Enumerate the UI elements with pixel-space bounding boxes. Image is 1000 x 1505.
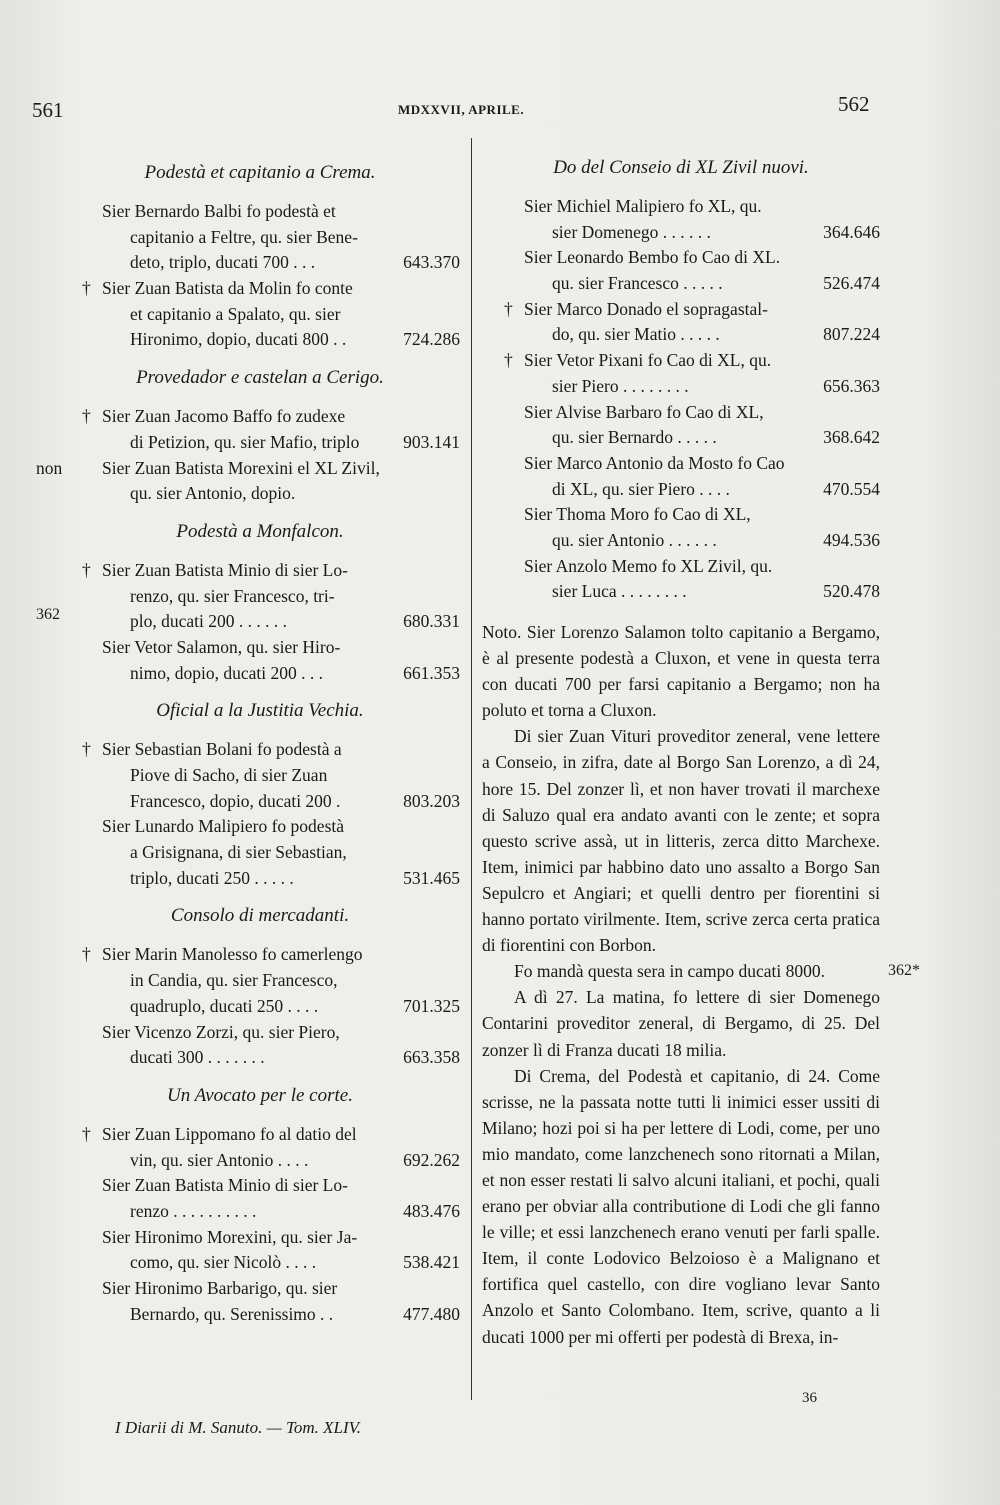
section-heading: Podestà a Monfalcon. bbox=[176, 520, 344, 542]
election-list bbox=[60, 737, 460, 891]
entry-text: Sier Leonardo Bembo fo Cao di XL. bbox=[524, 247, 781, 268]
entry-text: Sier Marin Manolesso fo camerlengo bbox=[102, 944, 363, 965]
vote-value: 656.363 bbox=[823, 375, 880, 396]
paragraph: Di sier Zuan Vituri proveditor zeneral, vene lettere a Conseio, in zifra, date al Borgo San Lorenzo, a dì 24, hore 15. Del zonzer lì, et non haver trovati il marchexe di Saluzo qual era andato avanti con le zente; et sopra questo scrive assà, ut in litteris, zerca ditto Marchexe. Item, inimici par habbino dato uno assalto a Borgo San Sepulcro et Angiari; et quelli dentro per fiorentini si hanno portato virilmente. Item, scrive zerca certa pratica di fiorentini con Borbon. bbox=[482, 726, 880, 956]
entry-line bbox=[482, 271, 880, 297]
entry-text: qu. sier Bernardo . . . . . bbox=[552, 427, 717, 448]
entry-line bbox=[36, 456, 460, 482]
entry-text: Sier Marco Antonio da Mosto fo Cao bbox=[524, 452, 785, 473]
vote-value: 807.224 bbox=[823, 324, 880, 345]
entry-text: Sier Lunardo Malipiero fo podestà bbox=[102, 816, 345, 837]
entry-line bbox=[60, 866, 460, 892]
entry-line bbox=[482, 425, 880, 451]
running-title: MDXXVII, APRILE. bbox=[398, 102, 525, 117]
vote-value: 724.286 bbox=[403, 329, 460, 350]
entry-text: Sier Thoma Moro fo Cao di XL, bbox=[524, 504, 751, 525]
cross-marker: † bbox=[82, 1123, 91, 1144]
entry-line bbox=[60, 558, 460, 584]
cross-marker: † bbox=[504, 350, 513, 371]
margin-note-right: 362* bbox=[888, 962, 920, 979]
entry-text: deto, triplo, ducati 700 . . . bbox=[130, 252, 316, 273]
page-number-left: 561 bbox=[32, 98, 64, 122]
entry-text: Francesco, dopio, ducati 200 . bbox=[130, 790, 341, 811]
entry-line bbox=[60, 1199, 460, 1225]
entry-line bbox=[60, 840, 460, 866]
candidate-entry bbox=[482, 400, 880, 451]
entry-line bbox=[482, 400, 880, 426]
entry-text: Sier Zuan Batista da Molin fo conte bbox=[102, 278, 353, 299]
entry-line bbox=[60, 968, 460, 994]
entry-line bbox=[482, 374, 880, 400]
signature-mark: 36 bbox=[802, 1390, 817, 1406]
entry-line bbox=[482, 322, 880, 348]
entry-line bbox=[60, 481, 460, 507]
candidate-entry bbox=[60, 558, 460, 635]
vote-value: 663.358 bbox=[403, 1047, 460, 1068]
page-number-right: 562 bbox=[838, 92, 870, 116]
candidate-entry bbox=[60, 1122, 460, 1173]
candidate-entry bbox=[60, 737, 460, 814]
vote-value: 470.554 bbox=[823, 478, 880, 499]
vote-value: 368.642 bbox=[823, 427, 880, 448]
paragraph: Di Crema, del Podestà et capitanio, di 24. Come scrisse, ne la passata notte tutti li inimici esser ussiti di Milano; hozi poi si ha per lettere di Lodi, come, per uno mio mandato, come lanzchenech sono ritornati a Milan, et non esser restati li salvo alcuni italiani, et pochi, quali erano per obviar alla contributione di Lodi che gli fanno le ville; et essi lanzchenech erano venuti per farli spalle. Item, il conte Lodovico Belzoioso è a Malignano et fortifica quel castello, con dire vogliano levar Santo Anzolo et Santo Colombano. Item, scrive, quanto a li ducati 1000 per mi offerti per podestà di Brexa, in- bbox=[482, 1065, 880, 1347]
entry-text: sier Domenego . . . . . . bbox=[552, 221, 711, 242]
entry-line bbox=[60, 1225, 460, 1251]
cross-marker: † bbox=[82, 278, 91, 299]
entry-line bbox=[60, 1276, 460, 1302]
cross-marker: † bbox=[504, 298, 513, 319]
entry-line bbox=[60, 1020, 460, 1046]
candidate-entry bbox=[60, 635, 460, 686]
entry-line bbox=[60, 942, 460, 968]
entry-text: vin, qu. sier Antonio . . . . bbox=[130, 1149, 309, 1170]
candidate-entry bbox=[60, 404, 460, 455]
entry-text: qu. sier Francesco . . . . . bbox=[552, 273, 723, 294]
entry-text: plo, ducati 200 . . . . . . bbox=[130, 611, 287, 632]
entry-text: a Grisignana, di sier Sebastian, bbox=[130, 842, 347, 863]
non-marker: non bbox=[36, 457, 63, 478]
entry-text: di Petizion, qu. sier Mafio, triplo bbox=[130, 431, 360, 452]
running-header bbox=[0, 92, 1000, 128]
election-list bbox=[60, 199, 460, 353]
entry-text: in Candia, qu. sier Francesco, bbox=[130, 970, 338, 991]
entry-text: Sier Alvise Barbaro fo Cao di XL, bbox=[524, 401, 764, 422]
entry-line bbox=[60, 737, 460, 763]
cross-marker: † bbox=[82, 406, 91, 427]
entry-text: Hironimo, dopio, ducati 800 . . bbox=[130, 329, 347, 350]
entry-text: Sier Michiel Malipiero fo XL, qu. bbox=[524, 196, 762, 216]
entry-text: Sier Zuan Batista Minio di sier Lo- bbox=[102, 1175, 348, 1196]
entry-text: como, qu. sier Nicolò . . . . bbox=[130, 1252, 317, 1273]
election-list bbox=[36, 404, 460, 507]
vote-value: 803.203 bbox=[403, 790, 460, 811]
vote-value: 364.646 bbox=[823, 221, 880, 242]
entry-text: Sier Bernardo Balbi fo podestà et bbox=[102, 201, 336, 221]
entry-text: Bernardo, qu. Serenissimo . . bbox=[130, 1303, 334, 1324]
entry-line bbox=[482, 579, 880, 605]
entry-line bbox=[60, 1122, 460, 1148]
vote-value: 643.370 bbox=[403, 252, 460, 273]
entry-text: Piove di Sacho, di sier Zuan bbox=[130, 765, 328, 785]
entry-line bbox=[482, 477, 880, 503]
entry-line bbox=[60, 1250, 460, 1276]
entry-line bbox=[482, 220, 880, 246]
entry-text: qu. sier Antonio . . . . . . bbox=[552, 529, 717, 550]
candidate-entry bbox=[482, 348, 880, 399]
chronicle-text bbox=[482, 619, 880, 1350]
entry-line bbox=[60, 1148, 460, 1174]
entry-line bbox=[482, 297, 880, 323]
cross-marker: † bbox=[82, 739, 91, 760]
entry-text: renzo, qu. sier Francesco, tri- bbox=[130, 585, 335, 606]
candidate-entry bbox=[60, 276, 460, 353]
section-heading: Provedador e castelan a Cerigo. bbox=[136, 367, 384, 389]
section-heading: Oficial a la Justitia Vechia. bbox=[156, 700, 364, 722]
section-heading: Podestà et capitanio a Crema. bbox=[144, 162, 376, 183]
column-divider bbox=[471, 138, 472, 1400]
candidate-entry bbox=[60, 1225, 460, 1276]
entry-line bbox=[60, 276, 460, 302]
entry-text: Sier Vicenzo Zorzi, qu. sier Piero, bbox=[102, 1021, 340, 1042]
entry-line bbox=[482, 554, 880, 580]
entry-text: Sier Vetor Pixani fo Cao di XL, qu. bbox=[524, 350, 772, 371]
entry-text: qu. sier Antonio, dopio. bbox=[130, 483, 296, 504]
vote-value: 494.536 bbox=[823, 529, 880, 550]
candidate-entry bbox=[36, 456, 460, 507]
entry-line bbox=[60, 199, 460, 225]
entry-line bbox=[60, 1045, 460, 1071]
entry-text: sier Luca . . . . . . . . bbox=[552, 581, 687, 602]
section-heading: Un Avocato per le corte. bbox=[167, 1084, 353, 1106]
entry-line bbox=[482, 528, 880, 554]
entry-text: Sier Zuan Batista Minio di sier Lo- bbox=[102, 559, 348, 580]
candidate-entry bbox=[60, 1276, 460, 1327]
candidate-entry bbox=[482, 554, 880, 605]
candidate-entry bbox=[482, 245, 880, 296]
vote-value: 477.480 bbox=[403, 1303, 460, 1324]
cross-marker: † bbox=[82, 944, 91, 965]
vote-value: 701.325 bbox=[403, 995, 460, 1016]
entry-line bbox=[482, 245, 880, 271]
candidate-entry bbox=[482, 297, 880, 348]
vote-value: 483.476 bbox=[403, 1200, 460, 1221]
entry-text: et capitanio a Spalato, qu. sier bbox=[130, 303, 341, 324]
entry-line bbox=[60, 302, 460, 328]
vote-value: 680.331 bbox=[403, 611, 460, 632]
entry-line bbox=[60, 994, 460, 1020]
entry-text: ducati 300 . . . . . . . bbox=[130, 1047, 265, 1068]
election-list bbox=[482, 194, 880, 605]
entry-line bbox=[482, 348, 880, 374]
entry-line bbox=[60, 789, 460, 815]
entry-line bbox=[60, 661, 460, 687]
entry-text: renzo . . . . . . . . . . bbox=[130, 1200, 257, 1221]
vote-value: 538.421 bbox=[403, 1252, 460, 1273]
candidate-entry bbox=[482, 451, 880, 502]
entry-line bbox=[60, 225, 460, 251]
section-heading: Consolo di mercadanti. bbox=[170, 905, 350, 927]
margin-note-left: 362 bbox=[36, 606, 60, 623]
entry-text: nimo, dopio, ducati 200 . . . bbox=[130, 662, 323, 683]
section-heading: Do del Conseio di XL Zivil nuovi. bbox=[553, 157, 809, 178]
entry-line bbox=[482, 194, 880, 220]
vote-value: 520.478 bbox=[823, 581, 880, 602]
entry-text: Sier Marco Donado el sopragastal- bbox=[524, 298, 768, 319]
entry-text: Sier Sebastian Bolani fo podestà a bbox=[102, 739, 342, 760]
vote-value: 903.141 bbox=[403, 431, 460, 452]
candidate-entry bbox=[60, 1020, 460, 1071]
entry-text: Sier Hironimo Morexini, qu. sier Ja- bbox=[102, 1226, 358, 1247]
entry-line bbox=[60, 250, 460, 276]
vote-value: 692.262 bbox=[403, 1149, 460, 1170]
entry-text: Sier Zuan Jacomo Baffo fo zudexe bbox=[102, 406, 346, 427]
election-list bbox=[60, 558, 460, 686]
candidate-entry bbox=[60, 199, 460, 276]
right-column bbox=[482, 155, 880, 1350]
election-list bbox=[60, 1122, 460, 1328]
candidate-entry bbox=[482, 194, 880, 245]
entry-text: do, qu. sier Matio . . . . . bbox=[552, 324, 720, 345]
vote-value: 661.353 bbox=[403, 662, 460, 683]
entry-text: sier Piero . . . . . . . . bbox=[552, 375, 689, 396]
entry-text: Sier Vetor Salamon, qu. sier Hiro- bbox=[102, 636, 341, 657]
entry-line bbox=[60, 814, 460, 840]
entry-text: triplo, ducati 250 . . . . . bbox=[130, 867, 294, 888]
entry-text: Sier Zuan Batista Morexini el XL Zivil, bbox=[102, 457, 380, 478]
entry-line bbox=[60, 584, 460, 610]
candidate-entry bbox=[60, 942, 460, 1019]
paragraph: A dì 27. La matina, fo lettere di sier Domenego Contarini proveditor zeneral, di Bergamo, di 25. Del zonzer lì di Franza ducati 18 milia. bbox=[482, 987, 880, 1060]
entry-line bbox=[60, 430, 460, 456]
entry-text: quadruplo, ducati 250 . . . . bbox=[130, 995, 319, 1016]
entry-text: capitanio a Feltre, qu. sier Bene- bbox=[130, 226, 358, 247]
paragraph: Noto. Sier Lorenzo Salamon tolto capitanio a Bergamo, è al presente podestà a Cluxon, et vene in questa terra con ducati 700 per farsi capitanio a Bergamo; non ha poluto et torna a Cluxon. bbox=[482, 622, 880, 721]
entry-line bbox=[60, 1173, 460, 1199]
candidate-entry bbox=[60, 1173, 460, 1224]
footer-citation: I Diarii di M. Sanuto. — Tom. XLIV. bbox=[115, 1418, 362, 1437]
candidate-entry bbox=[482, 502, 880, 553]
entry-line bbox=[60, 327, 460, 353]
entry-text: Sier Anzolo Memo fo XL Zivil, qu. bbox=[524, 555, 773, 576]
entry-text: di XL, qu. sier Piero . . . . bbox=[552, 478, 730, 499]
entry-line bbox=[482, 451, 880, 477]
vote-value: 526.474 bbox=[823, 273, 880, 294]
entry-text: Sier Hironimo Barbarigo, qu. sier bbox=[102, 1278, 338, 1298]
paragraph: Fo mandà questa sera in campo ducati 8000. bbox=[514, 961, 826, 982]
vote-value: 531.465 bbox=[403, 867, 460, 888]
entry-line bbox=[482, 502, 880, 528]
entry-text: Sier Zuan Lippomano fo al datio del bbox=[102, 1123, 357, 1144]
election-list bbox=[60, 942, 460, 1070]
entry-line bbox=[60, 609, 460, 635]
entry-line bbox=[60, 1302, 460, 1328]
entry-line bbox=[60, 763, 460, 789]
entry-line bbox=[60, 635, 460, 661]
cross-marker: † bbox=[82, 559, 91, 580]
candidate-entry bbox=[60, 814, 460, 891]
entry-line bbox=[60, 404, 460, 430]
